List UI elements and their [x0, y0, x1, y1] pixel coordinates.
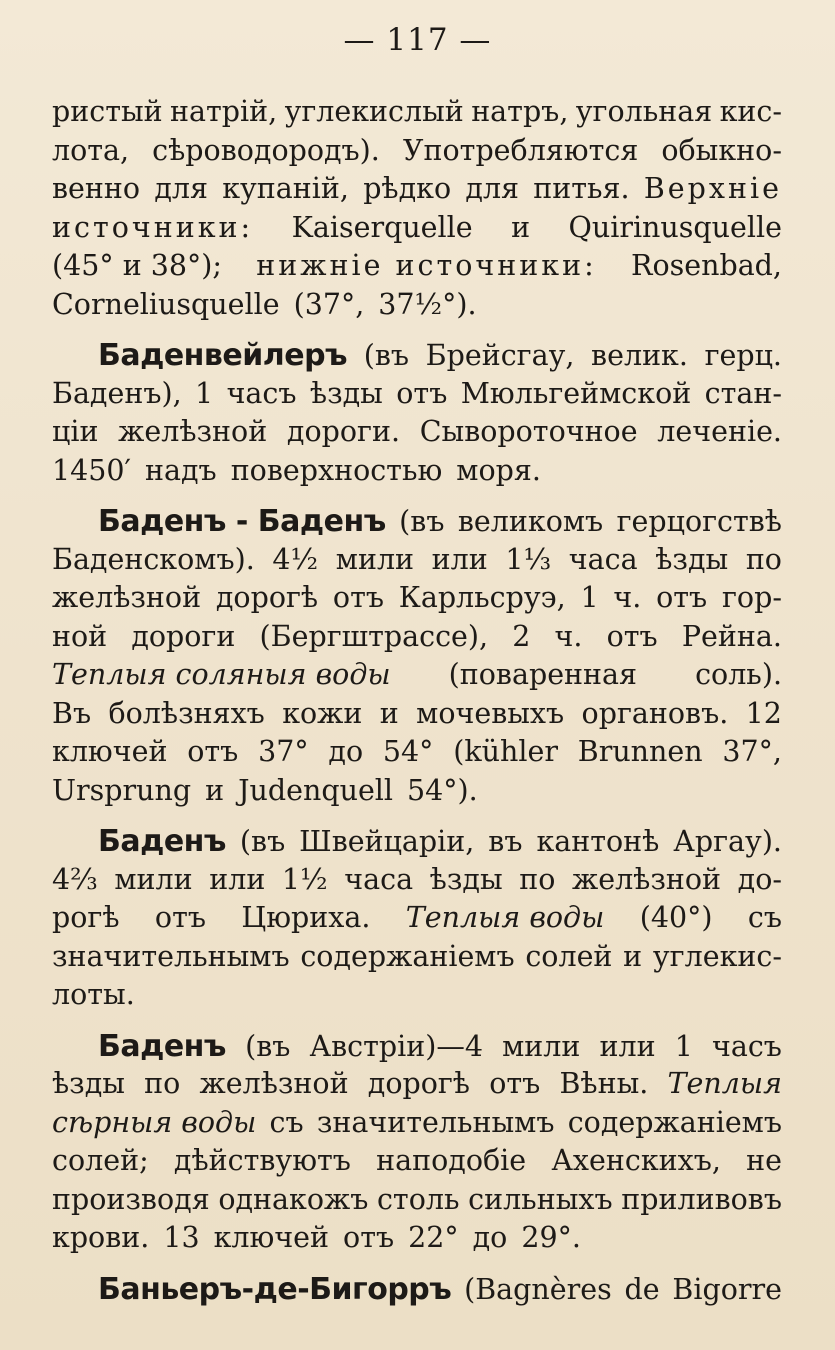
word: приливовъ: [621, 1182, 782, 1216]
word: 37°: [258, 735, 309, 768]
text-line: [52, 901, 782, 940]
text-line: [52, 288, 782, 327]
word: ціи: [52, 415, 99, 448]
word: ѣзды: [52, 1067, 125, 1100]
word: отъ: [396, 376, 448, 410]
word: Bigorre: [672, 1272, 782, 1306]
word: Баденскомъ).: [52, 542, 255, 576]
text-line: [52, 338, 782, 377]
word: моря.: [456, 453, 541, 487]
word: дорогѣ: [215, 581, 319, 614]
entry-heading: Баденъ: [98, 1028, 226, 1064]
word: желѣзной: [52, 581, 202, 614]
word: 29°.: [521, 1221, 581, 1254]
word: гор-: [721, 581, 782, 614]
word: отъ: [187, 735, 239, 768]
entry-heading: Баденвейлеръ: [98, 338, 348, 373]
word: мили: [335, 542, 415, 576]
word: или: [431, 542, 488, 576]
word: 1: [580, 581, 599, 614]
text-line: [52, 134, 782, 173]
word: 37½°).: [378, 287, 477, 321]
word: желѣзной: [571, 862, 722, 896]
word: de: [624, 1272, 660, 1306]
word: Brunnen: [577, 735, 703, 768]
text-line: [52, 95, 782, 134]
italic-phrase: сѣрныя воды: [52, 1105, 257, 1139]
word: кантонѣ: [536, 825, 660, 858]
word: (поваренная: [448, 658, 638, 691]
text-line: [52, 697, 782, 736]
word: мили: [502, 1029, 581, 1063]
word: Верхніе: [643, 172, 782, 205]
word: источники:: [52, 210, 254, 244]
word: леченіе.: [657, 415, 782, 448]
word: 1: [674, 1029, 693, 1063]
word: для: [465, 172, 520, 205]
text-line: [52, 249, 782, 288]
text-line: [52, 1106, 782, 1145]
word: часа: [568, 542, 638, 576]
word: до: [328, 735, 364, 768]
word: однакожъ: [218, 1182, 369, 1216]
word: часъ: [712, 1029, 782, 1063]
word: 22°: [408, 1221, 459, 1254]
word: по: [745, 542, 782, 576]
word: (Bagnères: [464, 1272, 612, 1306]
word: мили: [114, 862, 193, 896]
text-line: [52, 454, 782, 493]
word: ключей: [52, 735, 168, 768]
word: для: [154, 172, 208, 205]
text-line: [52, 504, 782, 543]
word: лота,: [52, 133, 130, 167]
word: кожи: [282, 696, 363, 730]
word: ч.: [554, 619, 583, 653]
text-line: [52, 1029, 782, 1068]
word: Kaiserquelle: [291, 210, 473, 244]
word: сѣроводородъ).: [152, 133, 380, 167]
word: Австріи)—4: [309, 1029, 483, 1063]
word: Цюриха.: [241, 901, 371, 934]
word: столь: [376, 1182, 460, 1216]
word: крови.: [52, 1221, 150, 1254]
word: натрій,: [170, 95, 278, 128]
word: отъ: [606, 619, 658, 653]
word: дороги: [131, 619, 236, 653]
word: купаній,: [222, 172, 349, 205]
text-line: [52, 1067, 782, 1106]
text-line: [52, 774, 782, 813]
word: 4⅔: [52, 862, 98, 896]
word: (40°): [639, 901, 713, 934]
text-line: [52, 658, 782, 697]
word: Употребляются: [402, 133, 639, 167]
text-line: [52, 543, 782, 582]
word: венно: [52, 172, 141, 205]
word: (37°,: [293, 287, 365, 321]
paragraph-gap: [52, 1017, 782, 1029]
word: (въ: [245, 1029, 291, 1063]
word: органовъ.: [581, 696, 729, 730]
word: Рейна.: [681, 619, 782, 653]
entry-heading: Баденъ: [98, 824, 226, 859]
word: содержаніемъ: [567, 1105, 782, 1139]
word: въ: [488, 825, 523, 858]
word: 2: [512, 619, 531, 653]
word: отъ: [343, 1221, 395, 1254]
word: кис-: [719, 95, 782, 128]
word: велик.: [591, 339, 688, 372]
word: 54°: [382, 735, 434, 768]
word: съ: [747, 901, 782, 934]
word: (въ: [239, 825, 286, 858]
word: Сывороточное: [419, 415, 638, 448]
word: Аргау).: [673, 825, 782, 858]
paragraph-gap: [52, 492, 782, 504]
word: отъ: [332, 581, 384, 614]
word: дороги.: [286, 415, 401, 448]
text-line: [52, 978, 782, 1017]
word: соль).: [695, 658, 782, 691]
word: ѣзды: [429, 862, 503, 896]
word: содержаніемъ: [300, 939, 515, 973]
text-line: [52, 211, 782, 250]
word: ѣзды: [309, 376, 383, 410]
word: Quirinusquelle: [568, 210, 782, 244]
word: по: [144, 1067, 181, 1100]
entry-heading: Баньеръ-де-Бигорръ: [98, 1271, 452, 1307]
word: 13: [163, 1221, 200, 1254]
word: обыкно-: [661, 133, 782, 167]
word: съ: [269, 1105, 304, 1139]
word: 54°).: [407, 773, 478, 807]
word: ч.: [613, 581, 642, 614]
word: Judenquell: [238, 773, 394, 807]
word: (45° и 38°);: [52, 249, 222, 282]
word: угольная: [575, 95, 713, 128]
word: лоты.: [52, 978, 135, 1011]
text-line: [52, 1144, 782, 1183]
word: производя: [52, 1182, 210, 1216]
word: по: [519, 862, 556, 896]
word: надъ: [145, 453, 217, 487]
text-line: [52, 620, 782, 659]
word: отъ: [656, 581, 708, 614]
word: Ахенскихъ,: [551, 1144, 721, 1177]
word: Брейсгау,: [425, 339, 575, 372]
word: болѣзняхъ: [108, 696, 265, 730]
word: Rosenbad,: [630, 249, 782, 282]
word: до: [472, 1221, 508, 1254]
italic-phrase: Теплыя воды: [405, 901, 605, 934]
word: 1: [195, 376, 214, 410]
text-line: [52, 1221, 782, 1260]
italic-phrase: Теплыя соляныя воды: [52, 658, 391, 691]
word: наподобіе: [376, 1144, 527, 1177]
word: (Бергштрассе),: [259, 619, 489, 653]
paragraph-gap: [52, 326, 782, 338]
word: 1⅓: [505, 542, 552, 576]
word: Мюльгеймской: [460, 376, 692, 410]
word: 12: [745, 696, 782, 730]
word: Ursprung: [52, 773, 192, 807]
text-line: [52, 940, 782, 979]
word: 4½: [272, 542, 319, 576]
word: 37°,: [722, 735, 782, 768]
word: углекис-: [652, 939, 782, 973]
word: Баденъ),: [52, 376, 182, 410]
word: рогѣ: [52, 901, 120, 934]
word: и: [623, 939, 643, 973]
word: или: [209, 862, 266, 896]
text-line: [52, 1272, 782, 1311]
word: 1½: [281, 862, 328, 896]
word: мочевыхъ: [416, 696, 565, 730]
word: герц.: [704, 339, 782, 372]
page-number: — 117 —: [343, 22, 492, 58]
word: солей;: [52, 1144, 149, 1177]
word: значительнымъ: [316, 1105, 555, 1139]
word: рѣдко: [363, 172, 452, 205]
text-line: [52, 1183, 782, 1222]
text-line: [52, 415, 782, 454]
word: (въ: [399, 505, 445, 538]
word: или: [599, 1029, 656, 1063]
word: сильныхъ: [468, 1182, 613, 1216]
word: солей: [525, 939, 613, 973]
paragraph-gap: [52, 1260, 782, 1272]
word: великомъ: [457, 505, 604, 538]
word: желѣзной: [199, 1067, 349, 1100]
word: ристый: [52, 95, 163, 128]
word: 1450′: [52, 453, 132, 487]
word: питья.: [533, 172, 630, 205]
word: значительнымъ: [52, 939, 290, 973]
word: Карльсруэ,: [398, 581, 566, 614]
italic-phrase: Теплыя: [667, 1067, 782, 1100]
word: ѣзды: [655, 542, 729, 576]
word: (kühler: [453, 735, 558, 768]
word: дорогѣ: [367, 1067, 470, 1100]
word: отъ: [154, 901, 206, 934]
word: Въ: [52, 696, 92, 730]
word: ключей: [213, 1221, 330, 1254]
word: и: [379, 696, 399, 730]
word: Corneliusquelle: [52, 287, 280, 321]
word: до-: [737, 862, 782, 896]
word: и: [511, 210, 531, 244]
word: стан-: [704, 376, 782, 410]
text-line: [52, 377, 782, 416]
text-line: [52, 581, 782, 620]
word: нижніе источники:: [256, 249, 597, 282]
word: дѣйствуютъ: [173, 1144, 351, 1177]
word: часа: [344, 862, 414, 896]
entry-heading: Баденъ - Баденъ: [98, 504, 386, 539]
word: желѣзной: [118, 415, 268, 448]
word: герцогствѣ: [616, 505, 782, 538]
text-line: [52, 735, 782, 774]
text-line: [52, 863, 782, 902]
word: отъ: [489, 1067, 541, 1100]
paragraph-gap: [52, 812, 782, 824]
word: (въ: [363, 339, 410, 372]
text-line: [52, 172, 782, 211]
word: углекислый: [284, 95, 464, 128]
word: Вѣны.: [559, 1067, 649, 1100]
word: натръ,: [471, 95, 569, 128]
text-line: [52, 824, 782, 863]
body-text: [52, 95, 782, 1310]
word: поверхностью: [230, 453, 443, 487]
word: ной: [52, 619, 108, 653]
word: и: [205, 773, 225, 807]
word: не: [746, 1144, 782, 1177]
word: часъ: [226, 376, 297, 410]
word: Швейцаріи,: [299, 825, 475, 858]
